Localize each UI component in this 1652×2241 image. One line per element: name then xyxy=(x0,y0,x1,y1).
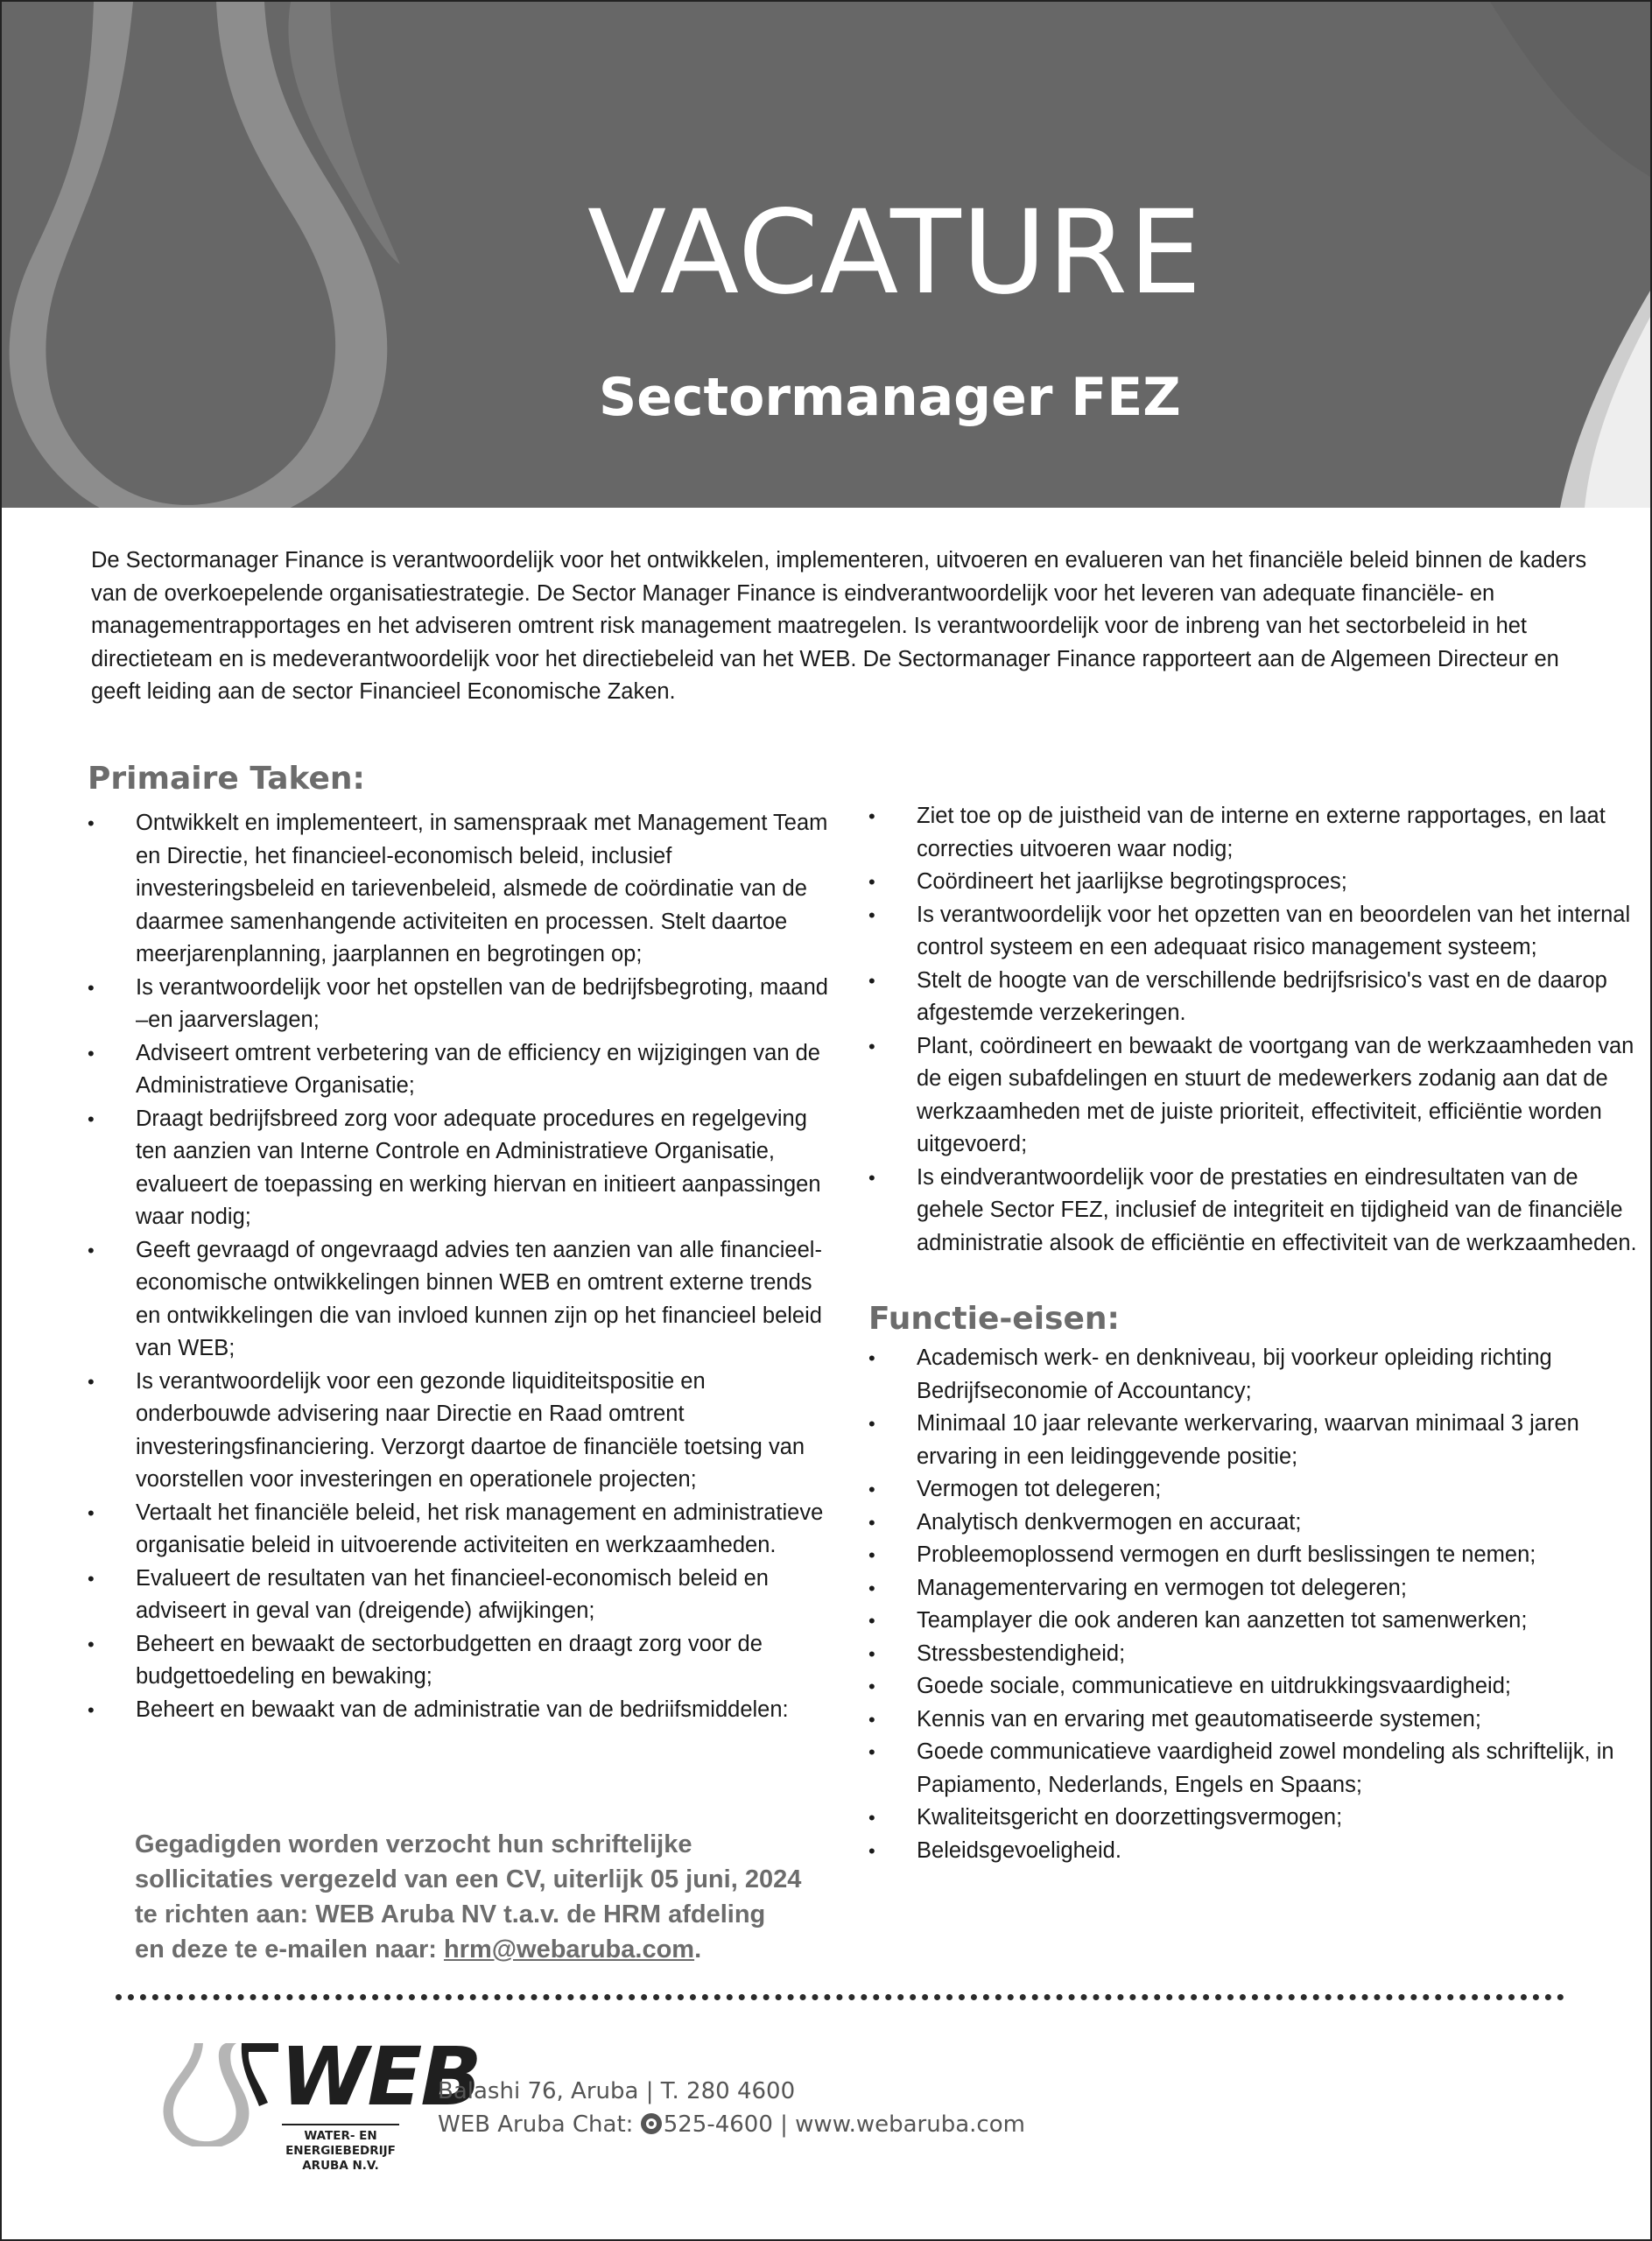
list-item xyxy=(868,800,1639,866)
list-item-text: Stressbestendigheid; xyxy=(917,1640,1126,1666)
bullet-icon: • xyxy=(868,1347,875,1369)
list-item xyxy=(88,1628,840,1694)
list-item-text: Analytisch denkvermogen en accuraat; xyxy=(917,1509,1302,1535)
list-item xyxy=(868,1030,1639,1162)
bullet-icon: • xyxy=(868,1544,875,1566)
page-title: VACATURE xyxy=(587,186,1203,320)
list-item-text: Coördineert het jaarlijkse begrotingsproces; xyxy=(917,869,1347,894)
list-item xyxy=(868,1162,1639,1261)
list-item xyxy=(88,1497,840,1563)
application-line: te richten aan: WEB Aruba NV t.a.v. de HRM afdeling xyxy=(135,1900,766,1928)
bullet-icon: • xyxy=(868,1035,875,1057)
list-item xyxy=(868,1835,1639,1868)
list-item-text: Beheert en bewaakt de sectorbudgetten en draagt zorg voor de budgettoedeling en bewaking; xyxy=(136,1631,763,1689)
application-instructions xyxy=(135,1827,853,1967)
list-item-text: Vertaalt het financiële beleid, het risk management en administratieve organisatie beleid in uitvoerende activiteiten en werkzaamheden. xyxy=(136,1500,824,1557)
list-item-text: Ziet toe op de juistheid van de interne en externe rapportages, en laat correcties uitvoeren waar nodig; xyxy=(917,804,1606,861)
website-link[interactable]: www.webaruba.com xyxy=(795,2111,1025,2138)
list-item-text: Academisch werk- en denkniveau, bij voorkeur opleiding richting Bedrijfseconomie of Accountancy; xyxy=(917,1345,1552,1403)
bullet-icon: • xyxy=(868,805,875,827)
list-item xyxy=(868,1473,1639,1507)
address-line: Balashi 76, Aruba | T. 280 4600 xyxy=(438,2078,796,2104)
list-item-text: Draagt bedrijfsbreed zorg voor adequate procedures en regelgeving ten aanzien van Interne Controle en Administratieve Organisatie, evalueert de toepassing en werking hiervan en initieert aanpassingen waar nodig; xyxy=(136,1106,821,1229)
right-column xyxy=(868,800,1639,1867)
list-item-text: Adviseert omtrent verbetering van de efficiency en wijzigingen van de Administratieve Organisatie; xyxy=(136,1040,820,1098)
list-item-text: Geeft gevraagd of ongevraagd advies ten aanzien van alle financieel-economische ontwikkelingen binnen WEB en omtrent externe trends en ontwikkelingen die van invloed kunnen zijn op het financieel beleid van WEB; xyxy=(136,1237,822,1360)
list-item-text: Ontwikkelt en implementeert, in samenspraak met Management Team en Directie, het financieel-economisch beleid, inclusief investeringsbeleid en tarievenbeleid, alsmede de coördinatie van de daarmee samenhangende activiteiten en processen. Stelt daartoe meerjarenplanning, jaarplannen en begrotingen op; xyxy=(136,811,828,966)
bullet-icon: • xyxy=(868,1807,875,1829)
application-line: en deze te e-mailen naar: xyxy=(135,1935,444,1964)
left-column xyxy=(88,756,840,1726)
functie-eisen-heading: Functie-eisen: xyxy=(868,1301,1120,1337)
dotted-divider xyxy=(116,1994,1564,2000)
primaire-taken-heading: Primaire Taken: xyxy=(88,761,365,797)
list-item-text: Goede sociale, communicatieve en uitdrukkingsvaardigheid; xyxy=(917,1674,1511,1698)
list-item xyxy=(88,1366,840,1497)
bullet-icon: • xyxy=(868,1577,875,1599)
application-line-end: . xyxy=(694,1935,702,1964)
list-item-text: Probleemoplossend vermogen en durft beslissingen te nemen; xyxy=(917,1542,1536,1567)
bullet-icon: • xyxy=(868,1708,875,1731)
list-item-text: Beleidsgevoeligheid. xyxy=(917,1837,1121,1863)
list-item xyxy=(88,1563,840,1628)
logo-sub-line: WATER- EN xyxy=(304,2129,377,2143)
header-banner xyxy=(2,2,1650,508)
list-item xyxy=(88,807,840,972)
list-item xyxy=(868,1638,1639,1671)
contact-separator: | xyxy=(780,2111,788,2138)
logo-rule xyxy=(282,2124,399,2125)
bullet-icon: • xyxy=(868,1479,875,1500)
list-item-text: Managementervaring en vermogen tot delegeren; xyxy=(917,1575,1407,1600)
bullet-icon: • xyxy=(868,969,875,992)
chat-line xyxy=(438,2108,1025,2141)
bullet-icon: • xyxy=(868,1741,875,1763)
list-item xyxy=(868,1572,1639,1605)
bullet-icon: • xyxy=(88,1042,95,1064)
list-item xyxy=(868,965,1639,1030)
primaire-taken-list-right xyxy=(868,800,1639,1260)
list-item xyxy=(868,1802,1639,1835)
list-item-text: Is verantwoordelijk voor het opzetten van en beoordelen van het internal control systeem en een adequaat risico management systeem; xyxy=(917,902,1631,959)
list-item-text: Stelt de hoogte van de verschillende bedrijfsrisico's vast en de daarop afgestemde verzekeringen. xyxy=(917,967,1607,1025)
list-item-text: Kwaliteitsgericht en doorzettingsvermogen; xyxy=(917,1805,1343,1830)
bullet-icon: • xyxy=(868,1413,875,1435)
bullet-icon: • xyxy=(88,1698,95,1721)
list-item xyxy=(868,1539,1639,1572)
list-item-text: Is eindverantwoordelijk voor de prestaties en eindresultaten van de gehele Sector FEZ, inclusief de integriteit en tijdigheid van de financiële administratie alsook de efficiëntie en effectiviteit van de werkzaamheden. xyxy=(917,1164,1637,1255)
list-item-text: Evalueert de resultaten van het financieel-economisch beleid en adviseert in geval van (dreigende) afwijkingen; xyxy=(136,1565,769,1623)
list-item xyxy=(868,1342,1639,1408)
application-line: Gegadigden worden verzocht hun schriftelijke xyxy=(135,1830,692,1858)
list-item xyxy=(88,1234,840,1366)
bullet-icon: • xyxy=(88,812,95,834)
bullet-icon: • xyxy=(868,871,875,893)
list-item xyxy=(868,899,1639,965)
primaire-taken-list-left xyxy=(88,807,840,1726)
bullet-icon: • xyxy=(868,1511,875,1534)
list-item xyxy=(88,1694,840,1727)
bullet-icon: • xyxy=(88,1633,95,1655)
functie-eisen-list xyxy=(868,1342,1639,1867)
bullet-icon: • xyxy=(88,1370,95,1393)
intro-paragraph: De Sectormanager Finance is verantwoordelijk voor het ontwikkelen, implementeren, uitvoeren en evalueren van het financiële beleid binnen de kaders van de overkoepelende organisatiestrategie. De Sector Manager Finance is eindverantwoordelijk voor het leveren van adequate financiële- en managementrapportages en het adviseren omtrent risk management maatregelen. Is verantwoordelijk voor de inbreng van het sectorbeleid in het directieteam en is medeverantwoordelijk voor het directiebeleid van het WEB. De Sectormanager Finance rapporteert aan de Algemeen Directeur en geeft leiding aan de sector Financieel Economische Zaken. xyxy=(91,548,1587,704)
list-item xyxy=(868,866,1639,899)
bullet-icon: • xyxy=(868,1839,875,1862)
bullet-icon: • xyxy=(88,976,95,999)
list-item-text: Is verantwoordelijk voor een gezonde liquiditeitspositie en onderbouwde advisering naar Directie en Raad omtrent investeringsfinanciering. Verzorgt daartoe de financiële toetsing van voorstellen voor investeringen en operationele projecten; xyxy=(136,1368,805,1492)
list-item-text: Plant, coördineert en bewaakt de voortgang van de werkzaamheden van de eigen subafdelingen en stuurt de medewerkers zodanig aan dat de werkzaamheden met de juiste prioriteit, effectiviteit, efficiëntie worden uitgevoerd; xyxy=(917,1033,1634,1156)
list-item xyxy=(88,972,840,1037)
logo-sub-line: ENERGIEBEDRIJF xyxy=(285,2144,396,2158)
web-drop-logo-icon xyxy=(158,2041,280,2146)
list-item xyxy=(868,1605,1639,1638)
list-item xyxy=(868,1736,1639,1802)
bullet-icon: • xyxy=(868,1166,875,1189)
list-item-text: Is verantwoordelijk voor het opstellen van de bedrijfsbegroting, maand –en jaarverslagen; xyxy=(136,974,828,1032)
list-item-text: Vermogen tot delegeren; xyxy=(917,1477,1162,1501)
job-title: Sectormanager FEZ xyxy=(599,367,1181,428)
whatsapp-icon xyxy=(641,2113,662,2134)
bullet-icon: • xyxy=(88,1567,95,1590)
bullet-icon: • xyxy=(88,1107,95,1130)
chat-label: WEB Aruba Chat: xyxy=(438,2111,634,2138)
list-item-text: Teamplayer die ook anderen kan aanzetten tot samenwerken; xyxy=(917,1608,1528,1633)
bullet-icon: • xyxy=(88,1501,95,1524)
bullet-icon: • xyxy=(868,1675,875,1697)
bullet-icon: • xyxy=(868,1610,875,1632)
list-item-text: Minimaal 10 jaar relevante werkervaring, waarvan minimaal 3 jaren ervaring in een leidinggevende positie; xyxy=(917,1411,1579,1469)
bullet-icon: • xyxy=(868,903,875,926)
logo-sub-line: ARUBA N.V. xyxy=(302,2159,379,2173)
list-item xyxy=(868,1704,1639,1737)
list-item-text: Goede communicatieve vaardigheid zowel mondeling als schriftelijk, in Papiamento, Nederlands, Engels en Spaans; xyxy=(917,1739,1614,1797)
list-item xyxy=(88,1037,840,1103)
list-item xyxy=(868,1670,1639,1704)
contact-info xyxy=(438,2075,1025,2141)
email-link[interactable]: hrm@webaruba.com xyxy=(443,1935,695,1964)
list-item xyxy=(88,1103,840,1234)
list-item-text: Beheert en bewaakt van de administratie van de bedriifsmiddelen: xyxy=(136,1697,789,1722)
bullet-icon: • xyxy=(868,1642,875,1665)
web-logo-wordmark: WEB xyxy=(280,2030,481,2124)
list-item xyxy=(868,1408,1639,1473)
list-item xyxy=(868,1507,1639,1540)
application-line: sollicitaties vergezeld van een CV, uiterlijk 05 juni, 2024 xyxy=(135,1865,802,1893)
list-item-text: Kennis van en ervaring met geautomatiseerde systemen; xyxy=(917,1706,1481,1732)
chat-number[interactable]: 525-4600 xyxy=(663,2111,773,2138)
bullet-icon: • xyxy=(88,1239,95,1261)
web-logo-subtitle xyxy=(282,2129,399,2174)
